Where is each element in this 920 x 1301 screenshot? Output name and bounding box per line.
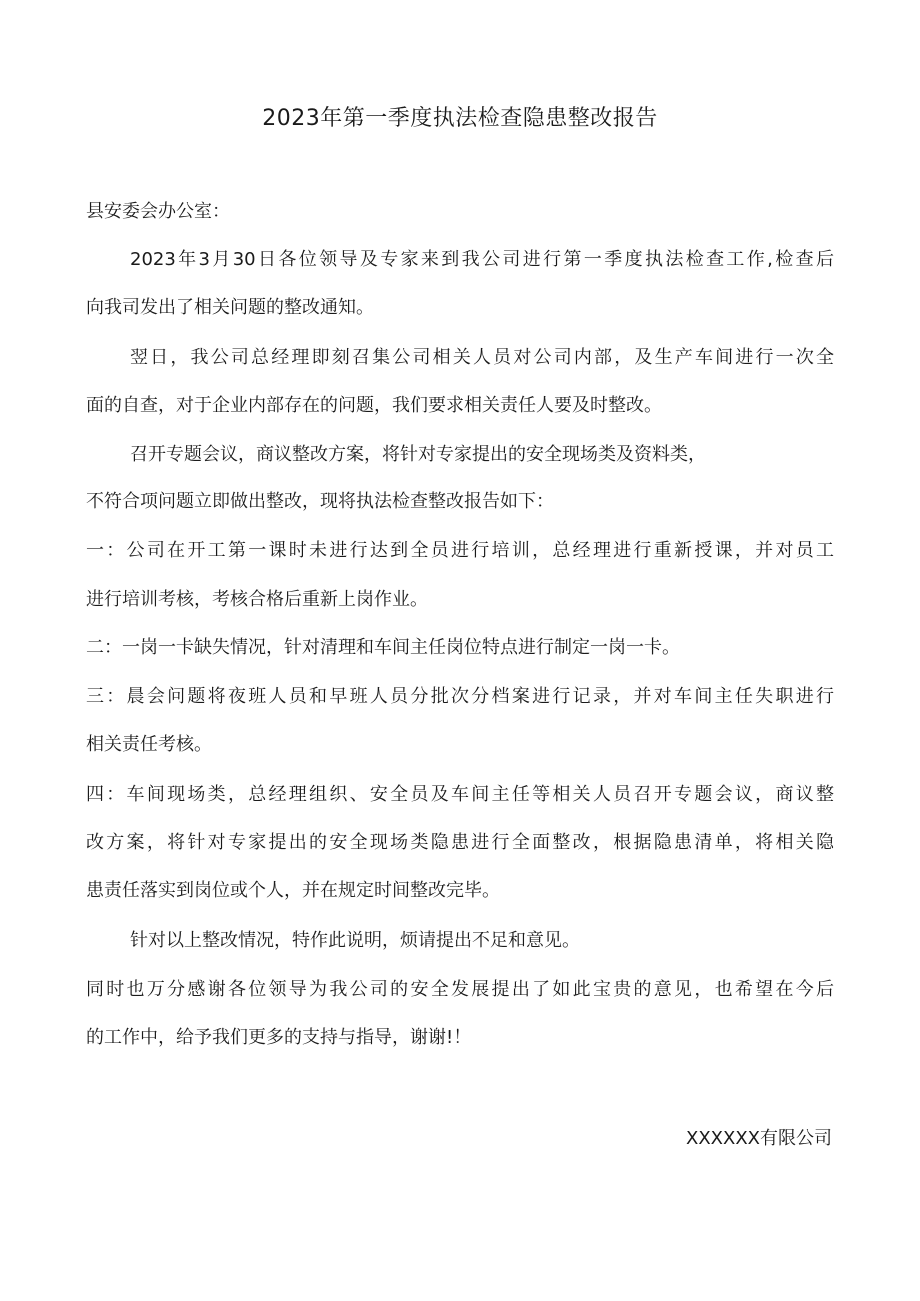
- company-signature: XXXXXX有限公司: [686, 1128, 832, 1149]
- list-item-line: 三：晨会问题将夜班人员和早班人员分批次分档案进行记录，并对车间主任失职进行: [86, 686, 834, 707]
- list-item-line: 相关责任考核。: [86, 734, 212, 755]
- addressee: 县安委会办公室：: [86, 201, 230, 222]
- list-item-line: 一：公司在开工第一课时未进行达到全员进行培训，总经理进行重新授课，并对员工: [86, 540, 834, 561]
- page-title: 2023年第一季度执法检查隐患整改报告: [262, 106, 658, 131]
- list-item-line: 患责任落实到岗位或个人，并在规定时间整改完毕。: [86, 880, 500, 901]
- paragraph-line: 翌日，我公司总经理即刻召集公司相关人员对公司内部，及生产车间进行一次全: [130, 347, 834, 368]
- closing-line: 的工作中，给予我们更多的支持与指导，谢谢!！: [86, 1027, 472, 1048]
- closing-line: 同时也万分感谢各位领导为我公司的安全发展提出了如此宝贵的意见，也希望在今后: [86, 979, 834, 1000]
- list-item-line: 二：一岗一卡缺失情况，针对清理和车间主任岗位特点进行制定一岗一卡。: [86, 637, 680, 658]
- paragraph-line: 不符合项问题立即做出整改，现将执法检查整改报告如下：: [86, 491, 554, 512]
- closing-line: 针对以上整改情况，特作此说明，烦请提出不足和意见。: [130, 930, 580, 951]
- paragraph-line: 召开专题会议，商议整改方案，将针对专家提出的安全现场类及资料类，: [130, 444, 706, 465]
- paragraph-line: 面的自查，对于企业内部存在的问题，我们要求相关责任人要及时整改。: [86, 395, 662, 416]
- list-item-line: 四：车间现场类，总经理组织、安全员及车间主任等相关人员召开专题会议，商议整: [86, 784, 834, 805]
- paragraph-line: 2023年3月30日各位领导及专家来到我公司进行第一季度执法检查工作,检查后: [130, 249, 834, 270]
- list-item-line: 改方案，将针对专家提出的安全现场类隐患进行全面整改，根据隐患清单，将相关隐: [86, 832, 834, 853]
- paragraph-line: 向我司发出了相关问题的整改通知。: [86, 297, 374, 318]
- list-item-line: 进行培训考核，考核合格后重新上岗作业。: [86, 589, 428, 610]
